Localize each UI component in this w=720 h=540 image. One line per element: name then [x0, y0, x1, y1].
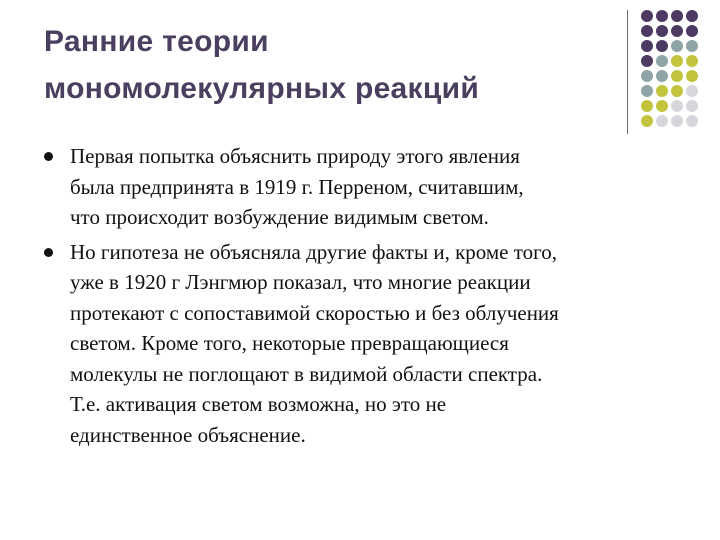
decorative-dot	[641, 70, 653, 82]
decorative-dot	[686, 115, 698, 127]
bullet-icon	[44, 248, 53, 257]
decorative-dot	[686, 100, 698, 112]
bullet-1-line-3: что происходит возбуждение видимым светом.	[70, 205, 489, 229]
bullet-item	[44, 237, 694, 451]
bullet-item	[44, 141, 694, 233]
decorative-dot	[641, 10, 653, 22]
decorative-dot	[656, 70, 668, 82]
title-line-2: мономолекулярных реакций	[44, 72, 480, 105]
bullet-2-line-2: уже в 1920 г Лэнгмюр показал, что многие реакции	[70, 270, 531, 294]
decorative-dot	[686, 40, 698, 52]
decorative-dot	[656, 40, 668, 52]
decorative-dot	[686, 10, 698, 22]
bullet-2-line-5: молекулы не поглощают в видимой области спектра.	[70, 361, 543, 386]
decorative-dot	[641, 55, 653, 67]
bullet-1-line-1: Первая попытка объяснить природу этого явления	[70, 144, 520, 168]
decorative-dot	[641, 40, 653, 52]
decorative-dot	[641, 115, 653, 127]
decorative-dot	[671, 85, 683, 97]
decorative-dot	[656, 115, 668, 127]
decorative-dot	[656, 85, 668, 97]
decorative-dot	[686, 70, 698, 82]
decorative-dot	[641, 85, 653, 97]
bullet-2-line-7: единственное объяснение.	[70, 422, 306, 447]
decorative-dot	[671, 70, 683, 82]
divider-line	[627, 10, 628, 134]
decorative-dot	[686, 25, 698, 37]
decorative-dot	[671, 55, 683, 67]
bullet-icon	[44, 152, 53, 161]
bullet-1-line-2: была предпринята в 1919 г. Перреном, считавшим,	[70, 174, 524, 199]
bullet-2-line-1: Но гипотеза не объясняла другие факты и, кроме того,	[70, 239, 557, 264]
decorative-dot	[641, 25, 653, 37]
bullet-2-line-4: светом. Кроме того, некоторые превращающиеся	[70, 331, 509, 355]
title-line-1: Ранние теории	[44, 25, 269, 58]
decorative-dot	[686, 55, 698, 67]
decorative-dot	[656, 55, 668, 67]
decorative-dot	[686, 85, 698, 97]
decorative-dot	[671, 10, 683, 22]
bullet-2-line-3: протекают с сопоставимой скоростью и без облучения	[70, 300, 559, 325]
decorative-dot	[671, 115, 683, 127]
bullet-list	[44, 141, 694, 454]
decorative-dot	[641, 100, 653, 112]
decorative-dot	[656, 10, 668, 22]
bullet-2-line-6: Т.е. активация светом возможна, но это не	[70, 392, 447, 416]
slide-title	[44, 18, 604, 112]
decorative-dot	[671, 25, 683, 37]
decorative-dot	[656, 25, 668, 37]
decorative-dot	[671, 40, 683, 52]
decorative-dot	[656, 100, 668, 112]
decorative-dot	[671, 100, 683, 112]
